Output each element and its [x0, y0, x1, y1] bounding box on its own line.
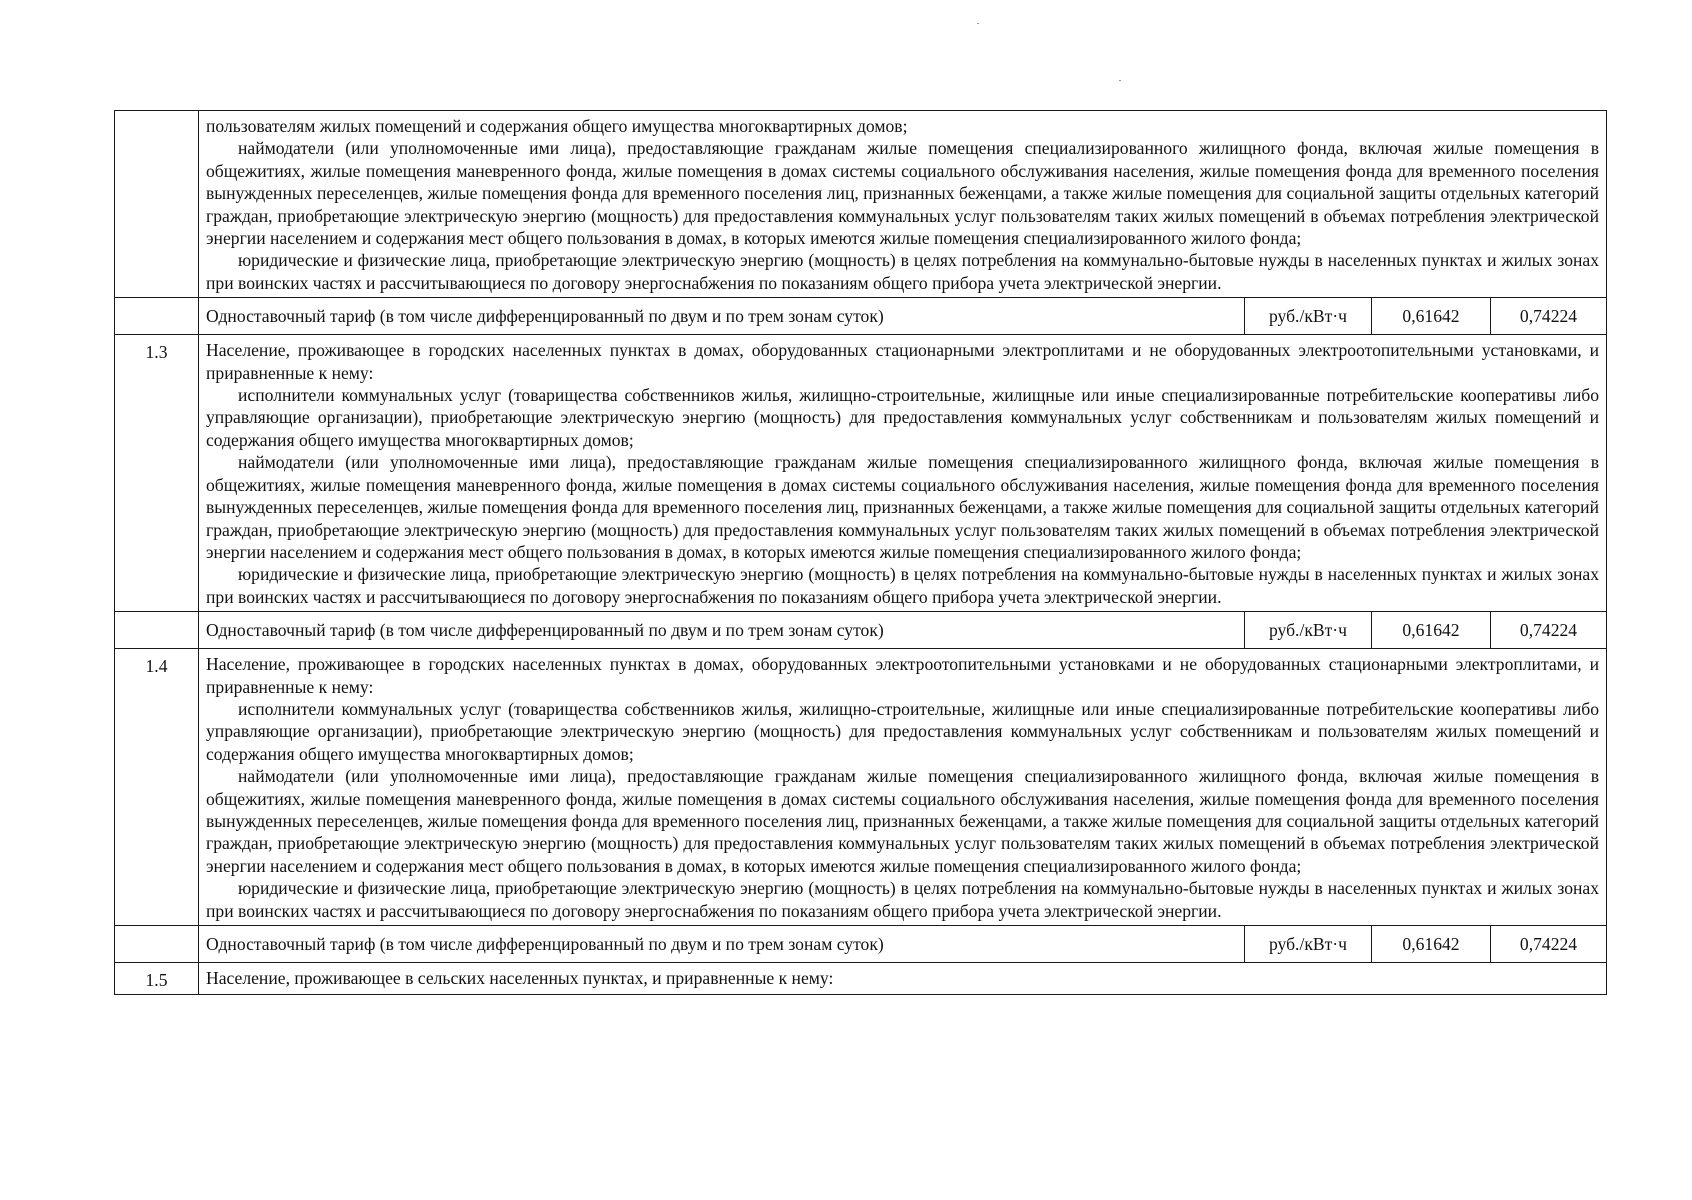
tariff-label: Одноставочный тариф (в том числе дифференцированный по двум и по трем зонам суток) [199, 298, 1245, 335]
tariff-label: Одноставочный тариф (в том числе дифференцированный по двум и по трем зонам суток) [199, 926, 1245, 963]
tariff-row [115, 298, 1607, 335]
section-row [115, 335, 1607, 612]
paragraph: наймодатели (или уполномоченные ими лица), предоставляющие гражданам жилые помещения специализированного жилищного фонда, включая жилые помещения в общежитиях, жилые помещения маневренного фонда, жилые помещения в домах системы социального обслуживания населения, жилые помещения фонда для временного поселения вынужденных переселенцев, жилые помещения фонда для временного поселения лиц, признанных беженцами, а также жилые помещения для социальной защиты отдельных категорий граждан, приобретающие электрическую энергию (мощность) для предоставления коммунальных услуг пользователям таких жилых помещений в объемах потребления электрической энергии населением и содержания мест общего пользования в домах, в которых имеются жилые помещения специализированного жилого фонда; [206, 452, 1600, 562]
paragraph: юридические и физические лица, приобретающие электрическую энергию (мощность) в целях потребления на коммунально-бытовые нужды в населенных пунктах и жилых зонах при воинских частях и рассчитывающиеся по договору энергоснабжения по показаниям общего прибора учета электрической энергии. [206, 250, 1600, 293]
item-number [115, 111, 199, 298]
paragraph: Население, проживающее в городских населенных пунктах в домах, оборудованных электроотопительными установками и не оборудованных стационарными электроплитами, и приравненные к нему: [206, 654, 1600, 697]
item-number: 1.4 [115, 649, 199, 926]
section-description [199, 963, 1607, 995]
scan-speck [977, 23, 979, 24]
tariff-table [114, 110, 1607, 995]
section-description [199, 111, 1607, 298]
section-description [199, 335, 1607, 612]
tariff-row [115, 612, 1607, 649]
tariff-unit: руб./кВт·ч [1245, 612, 1372, 649]
paragraph: исполнители коммунальных услуг (товарищества собственников жилья, жилищно-строительные, жилищные или иные специализированные потребительские кооперативы либо управляющие организации), приобретающие электрическую энергию (мощность) для предоставления коммунальных услуг собственникам и пользователям жилых помещений и содержания общего имущества многоквартирных домов; [206, 698, 1600, 764]
scan-speck [1119, 80, 1121, 81]
item-number: 1.3 [115, 335, 199, 612]
paragraph: юридические и физические лица, приобретающие электрическую энергию (мощность) в целях потребления на коммунально-бытовые нужды в населенных пунктах и жилых зонах при воинских частях и рассчитывающиеся по договору энергоснабжения по показаниям общего прибора учета электрической энергии. [206, 564, 1600, 607]
section-row [115, 111, 1607, 298]
empty-number-cell [115, 612, 199, 649]
paragraph: наймодатели (или уполномоченные ими лица), предоставляющие гражданам жилые помещения специализированного жилищного фонда, включая жилые помещения в общежитиях, жилые помещения маневренного фонда, жилые помещения в домах системы социального обслуживания населения, жилые помещения фонда для временного поселения вынужденных переселенцев, жилые помещения фонда для временного поселения лиц, признанных беженцами, а также жилые помещения для социальной защиты отдельных категорий граждан, приобретающие электрическую энергию (мощность) для предоставления коммунальных услуг пользователям таких жилых помещений в объемах потребления электрической энергии населением и содержания мест общего пользования в домах, в которых имеются жилые помещения специализированного жилого фонда; [206, 766, 1600, 876]
tariff-value-1: 0,61642 [1372, 612, 1491, 649]
tariff-value-1: 0,61642 [1372, 926, 1491, 963]
section-row [115, 963, 1607, 995]
tariff-value-2: 0,74224 [1491, 612, 1607, 649]
tariff-unit: руб./кВт·ч [1245, 298, 1372, 335]
paragraph: пользователям жилых помещений и содержания общего имущества многоквартирных домов; [206, 116, 908, 136]
empty-number-cell [115, 298, 199, 335]
paragraph: исполнители коммунальных услуг (товарищества собственников жилья, жилищно-строительные, жилищные или иные специализированные потребительские кооперативы либо управляющие организации), приобретающие электрическую энергию (мощность) для предоставления коммунальных услуг собственникам и пользователям жилых помещений и содержания общего имущества многоквартирных домов; [206, 385, 1600, 450]
section-row [115, 649, 1607, 926]
paragraph: наймодатели (или уполномоченные ими лица), предоставляющие гражданам жилые помещения специализированного жилищного фонда, включая жилые помещения в общежитиях, жилые помещения маневренного фонда, жилые помещения в домах системы социального обслуживания населения, жилые помещения фонда для временного поселения вынужденных переселенцев, жилые помещения фонда для временного поселения лиц, признанных беженцами, а также жилые помещения для социальной защиты отдельных категорий граждан, приобретающие электрическую энергию (мощность) для предоставления коммунальных услуг пользователям таких жилых помещений в объемах потребления электрической энергии населением и содержания мест общего пользования в домах, в которых имеются жилые помещения специализированного жилого фонда; [206, 138, 1600, 249]
tariff-row [115, 926, 1607, 963]
item-number: 1.5 [115, 963, 199, 995]
empty-number-cell [115, 926, 199, 963]
paragraph: юридические и физические лица, приобретающие электрическую энергию (мощность) в целях потребления на коммунально-бытовые нужды в населенных пунктах и жилых зонах при воинских частях и рассчитывающиеся по договору энергоснабжения по показаниям общего прибора учета электрической энергии. [206, 878, 1600, 921]
section-description [199, 649, 1607, 926]
tariff-value-2: 0,74224 [1491, 926, 1607, 963]
paragraph: Население, проживающее в городских населенных пунктах в домах, оборудованных стационарными электроплитами и не оборудованных электроотопительными установками, и приравненные к нему: [206, 340, 1600, 383]
tariff-value-1: 0,61642 [1372, 298, 1491, 335]
tariff-value-2: 0,74224 [1491, 298, 1607, 335]
tariff-label: Одноставочный тариф (в том числе дифференцированный по двум и по трем зонам суток) [199, 612, 1245, 649]
paragraph: Население, проживающее в сельских населенных пунктах, и приравненные к нему: [206, 968, 834, 988]
tariff-unit: руб./кВт·ч [1245, 926, 1372, 963]
